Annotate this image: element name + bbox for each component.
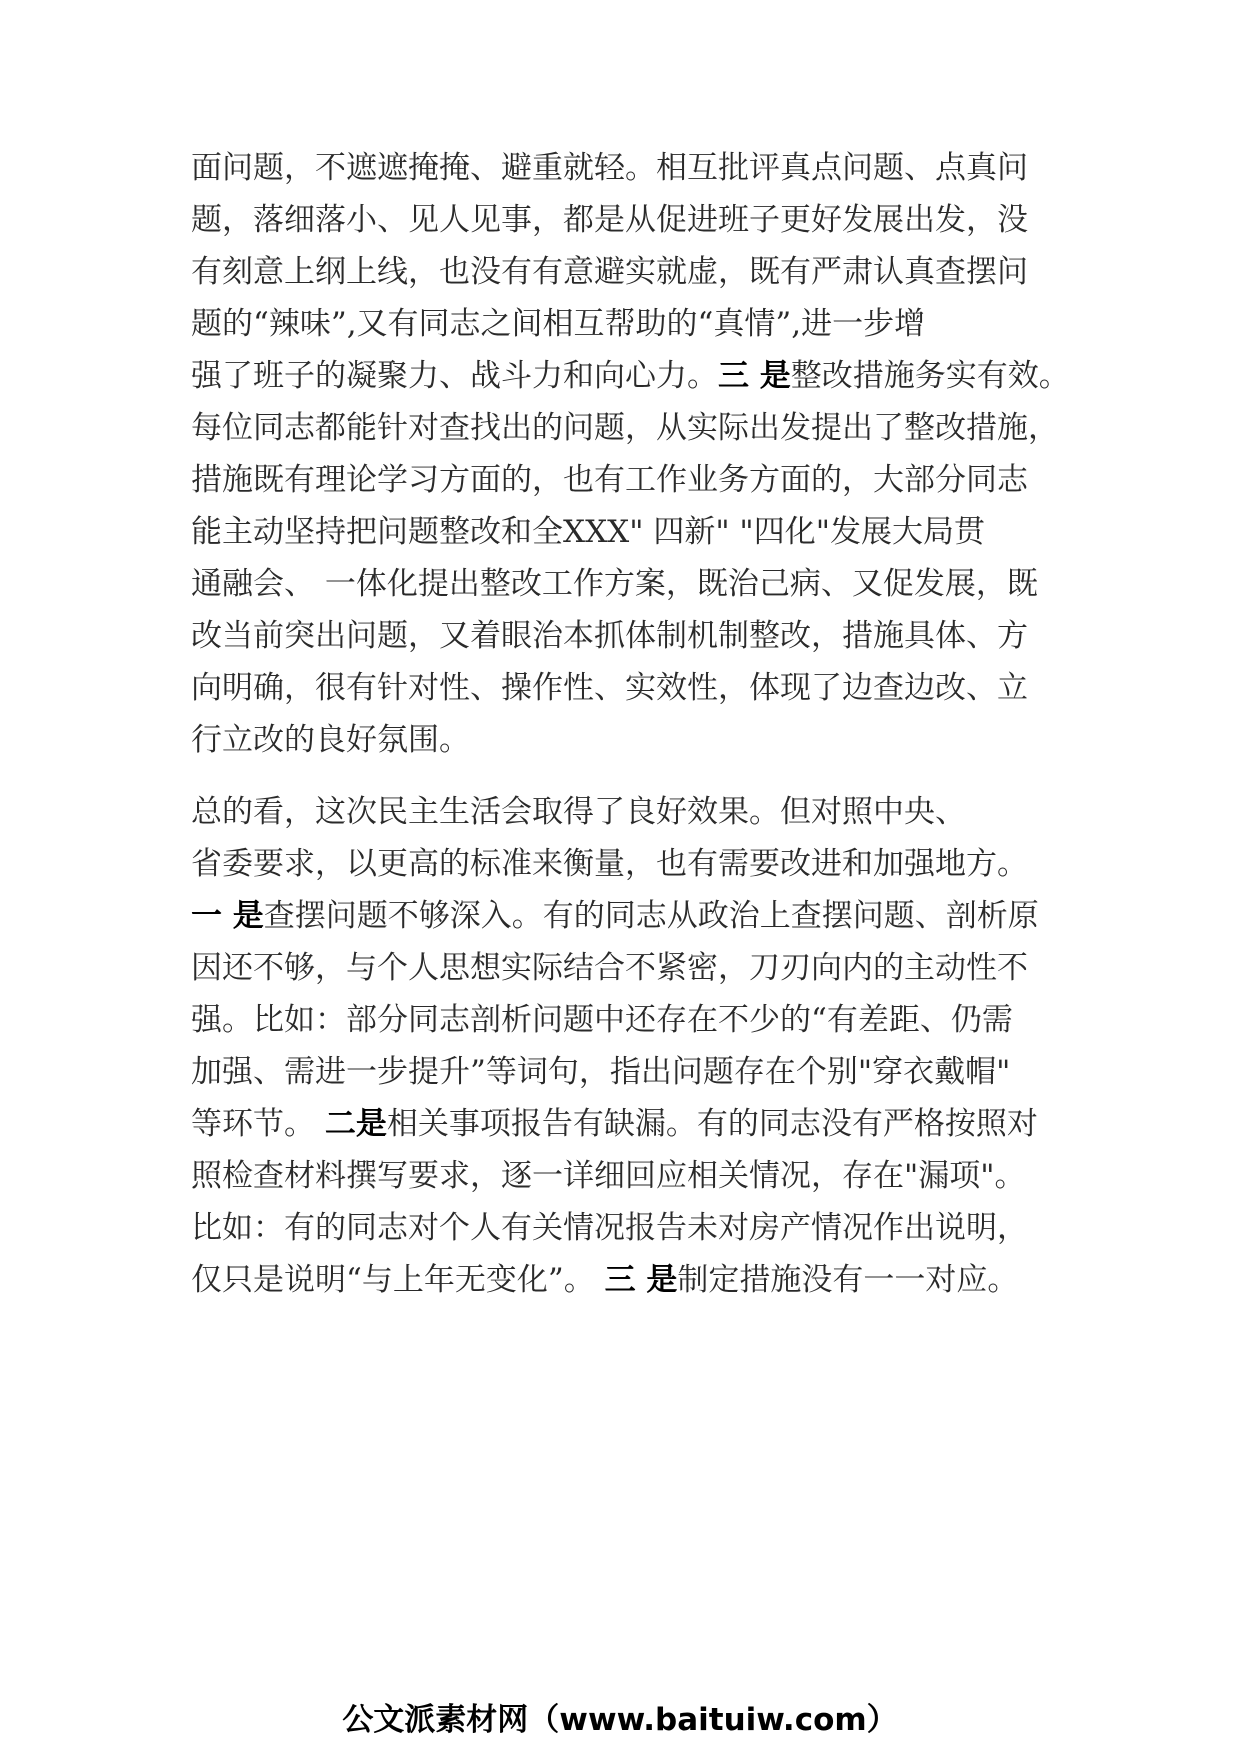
text-line <box>191 250 1028 294</box>
text-line <box>191 790 966 834</box>
text-run: 每位同志都能针对查找出的问题，从实际出发提出了整改措施， <box>191 410 1059 446</box>
text-line <box>191 510 985 554</box>
text-run: 相关事项报告有缺漏。有的同志没有严格按照对 <box>386 1106 1038 1142</box>
text-run: 向明确，很有针对性、操作性、实效性，体现了边查边改、立 <box>191 670 1028 706</box>
text-line <box>191 562 1038 606</box>
text-run: 强了班子的凝聚力、战斗力和向心力。 <box>191 358 718 394</box>
text-line <box>191 998 1013 1042</box>
bold-enumerator: 三 是 <box>718 358 791 394</box>
text-run: 强。比如：部分同志剖析问题中还存在不少的“有差距、仍需 <box>191 1002 1013 1038</box>
text-line <box>191 1206 1028 1250</box>
text-run: 仅只是说明“与上年无变化”。 <box>191 1262 605 1298</box>
text-run: 行立改的良好氛围。 <box>191 722 470 758</box>
text-run: 能主动坚持把问题整改和全XXX" 四新" "四化"发展大局贯 <box>191 514 985 550</box>
text-line <box>191 406 1059 450</box>
text-line <box>191 718 470 762</box>
text-run: 题，落细落小、见人见事，都是从促进班子更好发展出发，没 <box>191 202 1028 238</box>
text-line <box>191 1102 1038 1146</box>
text-line <box>191 842 1028 886</box>
bold-enumerator: 三 是 <box>604 1262 678 1298</box>
text-line <box>191 146 1028 190</box>
bold-enumerator: 一 是 <box>191 898 264 934</box>
text-run: 省委要求，以更高的标准来衡量，也有需要改进和加强地方。 <box>191 846 1028 882</box>
text-run: 通融会、 一体化提出整改工作方案，既治己病、又促发展，既 <box>191 566 1038 602</box>
text-line <box>191 198 1028 242</box>
text-run: 制定措施没有一一对应。 <box>677 1262 1019 1298</box>
text-line <box>191 614 1028 658</box>
text-line <box>191 354 1070 398</box>
text-line <box>191 1258 1018 1302</box>
text-run: 查摆问题不够深入。有的同志从政治上查摆问题、剖析原 <box>263 898 1039 934</box>
text-run: 改当前突出问题，又着眼治本抓体制机制整改，措施具体、方 <box>191 618 1028 654</box>
text-run: 有刻意上纲上线，也没有有意避实就虚，既有严肃认真查摆问 <box>191 254 1028 290</box>
text-run: 面问题，不遮遮掩掩、避重就轻。相互批评真点问题、点真问 <box>191 150 1028 186</box>
text-line <box>191 1154 1026 1198</box>
text-run: 整改措施务实有效。 <box>790 358 1070 394</box>
text-run: 比如：有的同志对个人有关情况报告未对房产情况作出说明， <box>191 1210 1028 1246</box>
text-run: 措施既有理论学习方面的，也有工作业务方面的，大部分同志 <box>191 462 1028 498</box>
text-line <box>191 302 925 346</box>
text-line <box>191 458 1028 502</box>
bold-enumerator: 二是 <box>324 1106 387 1142</box>
text-line <box>191 1050 1010 1094</box>
text-run: 等环节。 <box>191 1106 325 1142</box>
text-run: 加强、需进一步提升”等词句，指出问题存在个别"穿衣戴帽" <box>191 1054 1011 1090</box>
text-line <box>191 666 1028 710</box>
text-line <box>191 894 1039 938</box>
page-footer: 公文派素材网（www.baituiw.com） <box>342 1702 898 1738</box>
text-run: 总的看，这次民主生活会取得了良好效果。但对照中央、 <box>191 794 966 830</box>
text-run: 题的“辣味”,又有同志之间相互帮助的“真情”,进一步增 <box>191 306 926 342</box>
text-run: 因还不够，与个人思想实际结合不紧密，刀刃向内的主动性不 <box>191 950 1028 986</box>
text-run: 照检查材料撰写要求，逐一详细回应相关情况，存在"漏项"。 <box>191 1158 1026 1194</box>
text-line <box>191 946 1028 990</box>
